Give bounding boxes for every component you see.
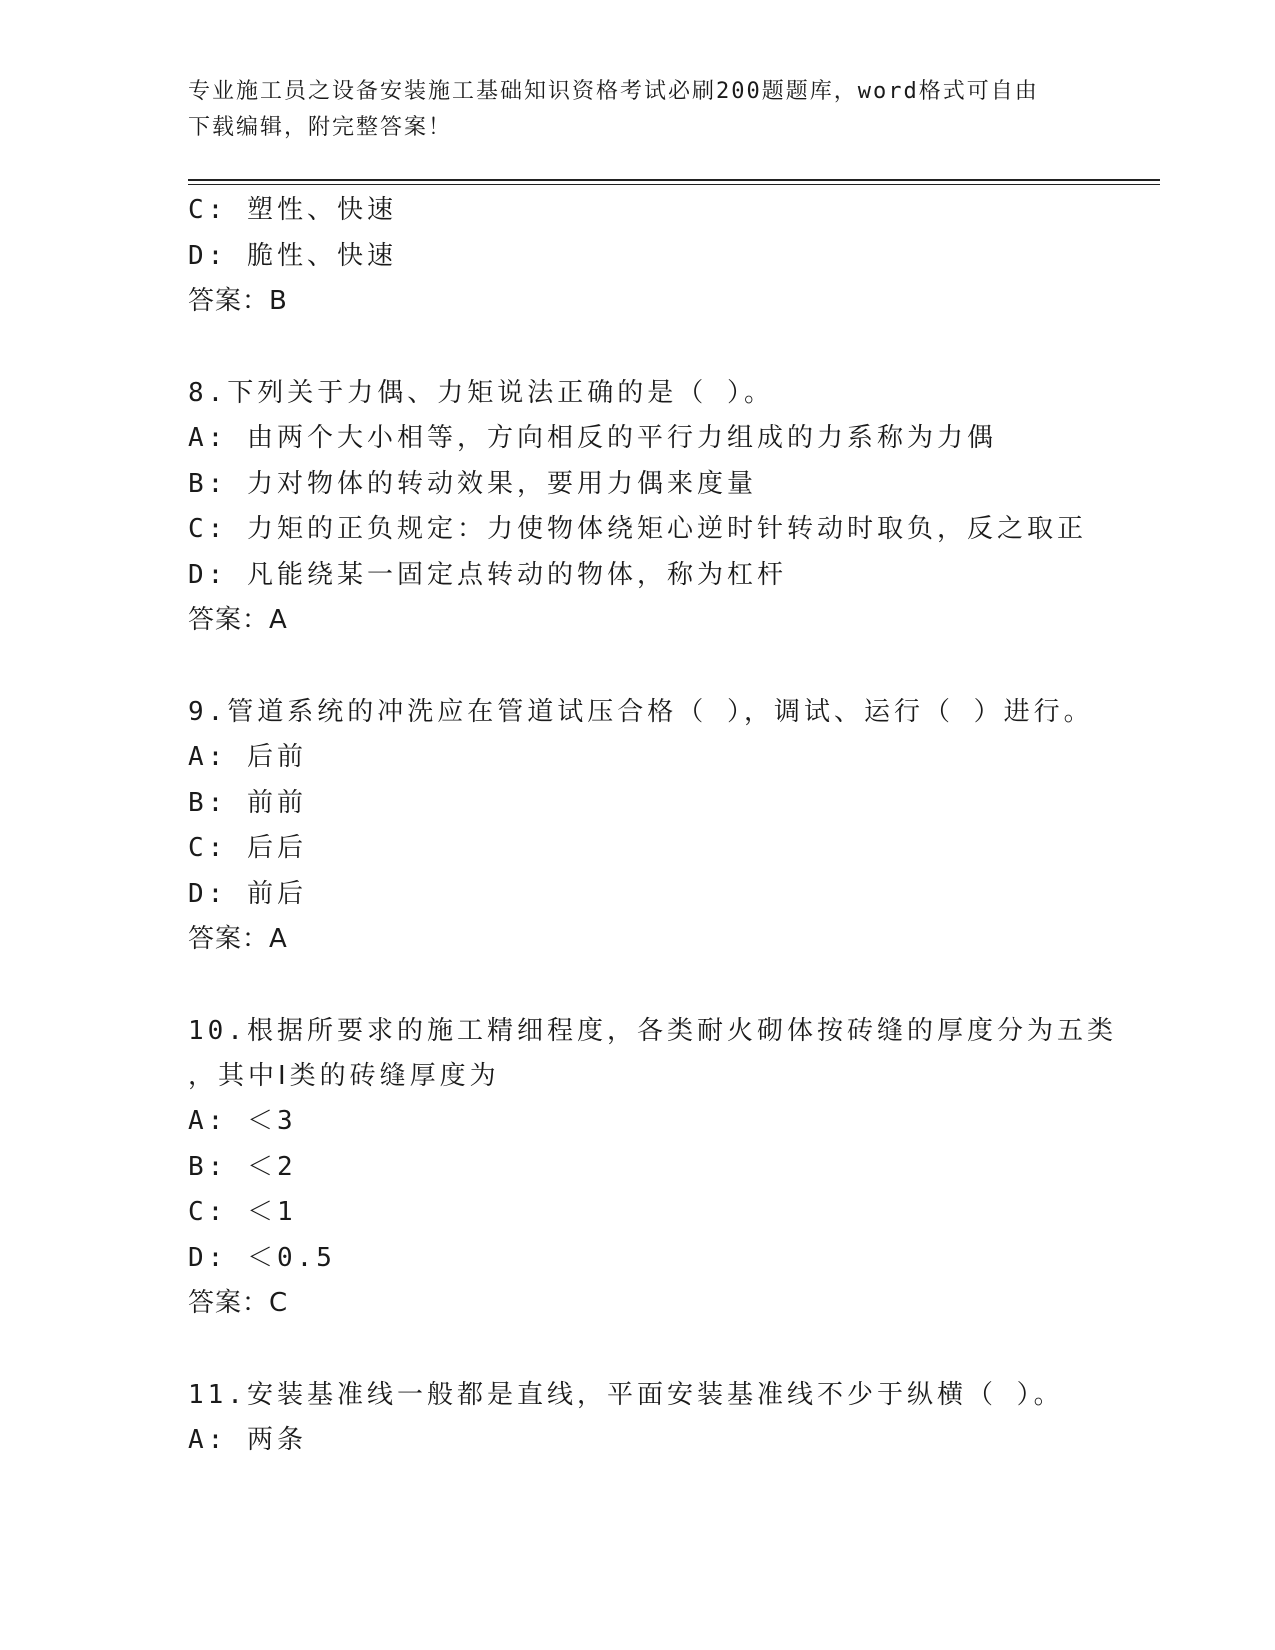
previous-question-tail <box>188 188 1088 325</box>
answer: 答案：A <box>188 605 288 635</box>
option-c: C: 后后 <box>188 833 307 863</box>
header-line-1: 专业施工员之设备安装施工基础知识资格考试必刷200题题库，word格式可自由 <box>188 79 1039 104</box>
question-text: 8.下列关于力偶、力矩说法正确的是（ ）。 <box>188 377 774 408</box>
option-c: C: 塑性、快速 <box>188 195 397 225</box>
option-d: D: 脆性、快速 <box>188 240 397 271</box>
option-a: A: 由两个大小相等，方向相反的平行力组成的力系称为力偶 <box>188 423 997 453</box>
question-list <box>188 188 1117 1464</box>
answer: 答案：A <box>188 924 288 954</box>
option-b: B: ＜2 <box>188 1151 297 1182</box>
option-a: A: ＜3 <box>188 1106 297 1136</box>
option-d: D: 凡能绕某一固定点转动的物体，称为杠杆 <box>188 559 787 590</box>
question-9 <box>188 690 1094 963</box>
answer: 答案：B <box>188 286 288 316</box>
header-line-2: 下载编辑，附完整答案！ <box>188 115 453 140</box>
spacer <box>188 1327 1088 1373</box>
spacer <box>188 325 1088 371</box>
question-text-line-1: 10.根据所要求的施工精细程度，各类耐火砌体按砖缝的厚度分为五类 <box>188 1015 1117 1046</box>
option-c: C: 力矩的正负规定：力使物体绕矩心逆时针转动时取负，反之取正 <box>188 514 1087 544</box>
spacer <box>188 963 1088 1009</box>
question-text: 9.管道系统的冲洗应在管道试压合格（ ），调试、运行（ ）进行。 <box>188 696 1094 727</box>
option-d: D: 前后 <box>188 878 307 909</box>
answer: 答案：C <box>188 1288 289 1318</box>
option-a: A: 后前 <box>188 742 307 772</box>
option-c: C: ＜1 <box>188 1197 297 1227</box>
question-text: 11.安装基准线一般都是直线，平面安装基准线不少于纵横（ ）。 <box>188 1379 1064 1410</box>
header-rule-thick <box>188 179 1160 181</box>
option-a: A: 两条 <box>188 1425 307 1455</box>
question-10 <box>188 1009 1117 1327</box>
question-11 <box>188 1373 1088 1464</box>
question-8 <box>188 371 1088 644</box>
option-d: D: ＜0.5 <box>188 1242 336 1273</box>
spacer <box>188 644 1088 690</box>
option-b: B: 前前 <box>188 787 307 818</box>
question-text-line-2: ，其中Ⅰ类的砖缝厚度为 <box>188 1061 500 1091</box>
header-rule-thin <box>188 184 1160 185</box>
document-header <box>188 74 1088 146</box>
option-b: B: 力对物体的转动效果，要用力偶来度量 <box>188 468 757 499</box>
